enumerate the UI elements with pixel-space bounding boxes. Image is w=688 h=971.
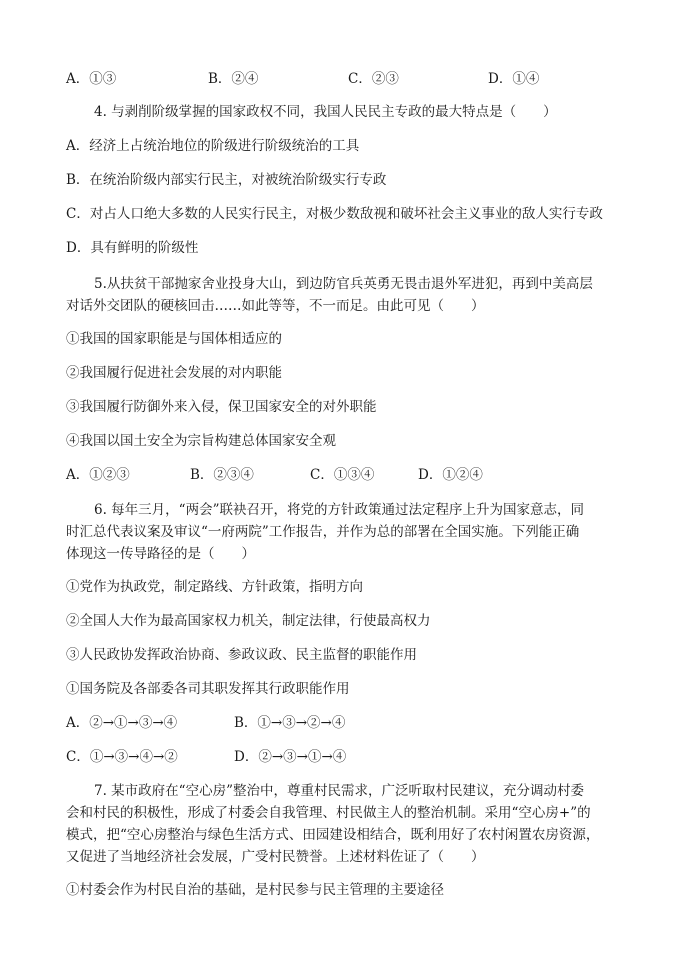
q5-statement-4: ④我国以国土安全为宗旨构建总体国家安全观 (66, 433, 336, 449)
q7-stem-line2: 会和村民的积极性，形成了村委会自我管理、村民做主人的整治机制。采用“空心房+”的 (66, 805, 591, 821)
q5-statement-1: ①我国的国家职能是与国体相适应的 (66, 331, 282, 347)
q3-option-c: C．②③ (348, 71, 399, 87)
q5-option-c: C．①③④ (310, 467, 375, 483)
q5-option-d: D．①②④ (418, 467, 483, 483)
q4-option-b: B．在统治阶级内部实行民主，对被统治阶级实行专政 (66, 172, 387, 188)
q6-statement-2: ②全国人大作为最高国家权力机关，制定法律，行使最高权力 (66, 613, 431, 629)
q5-statement-2: ②我国履行促进社会发展的对内职能 (66, 365, 282, 381)
q5-stem-line2: 对话外交团队的硬核回击……如此等等，不一而足。由此可见（ ） (66, 298, 485, 314)
q7-stem-line3: 模式，把“空心房整治与绿色生活方式、田园建设相结合，既利用好了农村闲置农房资源， (66, 827, 600, 843)
q7-stem-line4: 又促进了当地经济社会发展，广受村民赞誉。上述材料佐证了（ ） (66, 849, 485, 865)
q3-option-b: B．②④ (208, 71, 259, 87)
q6-option-d: D．②→③→①→④ (234, 749, 347, 765)
q6-stem-line2: 时汇总代表议案及审议“一府两院”工作报告，并作为总的部署在全国实施。下列能正确 (66, 524, 580, 540)
q5-stem-line1: 5.从扶贫干部抛家舍业投身大山，到边防官兵英勇无畏击退外军进犯，再到中美高层 (94, 276, 593, 292)
q4-stem: 4. 与剥削阶级掌握的国家政权不同，我国人民民主专政的最大特点是（ ） (94, 104, 557, 120)
q6-statement-1: ①党作为执政党，制定路线、方针政策，指明方向 (66, 579, 363, 595)
q6-stem-line3: 体现这一传导路径的是（ ） (66, 546, 255, 562)
q6-stem-line1: 6. 每年三月，“两会”联袂召开，将党的方针政策通过法定程序上升为国家意志，同 (94, 502, 584, 518)
q4-option-a: A．经济上占统治地位的阶级进行阶级统治的工具 (66, 138, 360, 154)
q4-option-c: C．对占人口绝大多数的人民实行民主，对极少数敌视和破坏社会主义事业的敌人实行专政 (66, 206, 603, 222)
q6-option-c: C．①→③→④→② (66, 749, 178, 765)
q6-statement-3: ③人民政协发挥政治协商、参政议政、民主监督的职能作用 (66, 647, 417, 663)
q3-option-a: A．①③ (66, 71, 117, 87)
q5-option-b: B．②③④ (190, 467, 254, 483)
q6-option-a: A．②→①→③→④ (66, 715, 178, 731)
q3-option-d: D．①④ (488, 71, 540, 87)
q6-statement-4: ①国务院及各部委各司其职发挥其行政职能作用 (66, 681, 350, 697)
q5-option-a: A．①②③ (66, 467, 130, 483)
q5-statement-3: ③我国履行防御外来入侵，保卫国家安全的对外职能 (66, 399, 377, 415)
q7-statement-1: ①村委会作为村民自治的基础，是村民参与民主管理的主要途径 (66, 882, 444, 898)
q6-option-b: B．①→③→②→④ (234, 715, 346, 731)
q7-stem-line1: 7. 某市政府在“空心房”整治中，尊重村民需求，广泛听取村民建议，充分调动村委 (94, 783, 584, 799)
q4-option-d: D．具有鲜明的阶级性 (66, 240, 199, 256)
